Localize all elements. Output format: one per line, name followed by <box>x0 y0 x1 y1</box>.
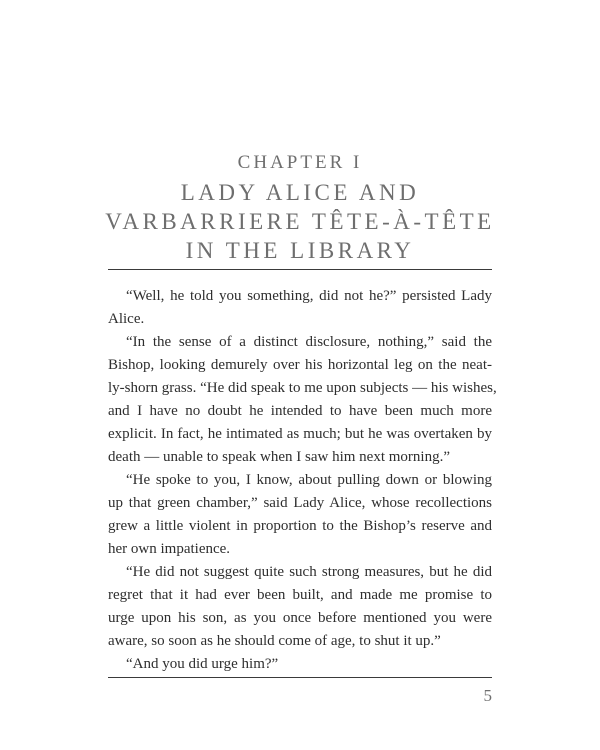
text-line: “In the sense of a distinct disclosure, nothing,” said the <box>126 334 492 350</box>
text-line: explicit. In fact, he intimated as much; but he was overtaken by <box>108 426 492 442</box>
text-line: “Well, he told you something, did not he?” persisted Lady <box>126 288 492 304</box>
text-line: ly-shorn grass. “He did speak to me upon subjects — his wishes, <box>108 380 497 396</box>
chapter-title <box>0 178 600 265</box>
text-line: death — unable to speak when I saw him next morning.” <box>108 449 450 465</box>
text-line: up that green chamber,” said Lady Alice, whose recollections <box>108 495 492 511</box>
chapter-title-line: VARBARRIERE TÊTE-À-TÊTE <box>105 209 495 234</box>
text-line: regret that it had ever been built, and made me promise to <box>108 587 492 603</box>
text-line: “He spoke to you, I know, about pulling down or blowing <box>126 472 492 488</box>
text-line: and I have no doubt he intended to have been much more <box>108 403 492 419</box>
text-line: “He did not suggest quite such strong measures, but he did <box>126 564 492 580</box>
text-line: Bishop, looking demurely over his horizontal leg on the neat- <box>108 357 492 373</box>
text-line: grew a little violent in proportion to the Bishop’s reserve and <box>108 518 492 534</box>
text-line: aware, so soon as he should come of age, to shut it up.” <box>108 633 441 649</box>
chapter-title-line: IN THE LIBRARY <box>185 238 415 263</box>
text-line: “And you did urge him?” <box>126 656 279 672</box>
chapter-label: CHAPTER I <box>237 152 363 173</box>
page-number: 5 <box>483 686 492 705</box>
bottom-rule <box>108 677 492 678</box>
text-line: Alice. <box>108 311 145 327</box>
text-line: her own impatience. <box>108 541 231 557</box>
body-text <box>108 285 497 676</box>
text-line: urge upon his son, as you once before mentioned you were <box>108 610 492 626</box>
top-rule <box>108 269 492 270</box>
chapter-title-line: LADY ALICE AND <box>180 180 420 205</box>
